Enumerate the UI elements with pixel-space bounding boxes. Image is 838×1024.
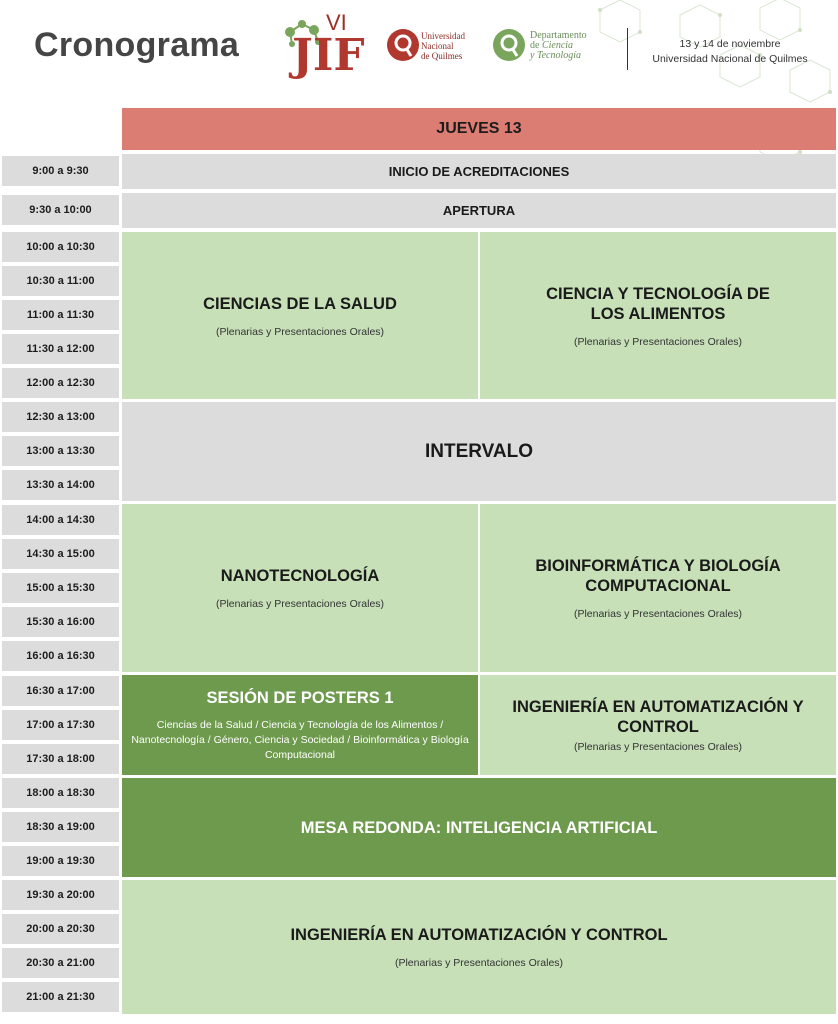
time-slot: 12:30 a 13:00 xyxy=(2,402,119,432)
session-mesa-redonda: MESA REDONDA: INTELIGENCIA ARTIFICIAL xyxy=(122,778,836,877)
time-slot: 12:00 a 12:30 xyxy=(2,368,119,398)
session-ciencias-salud: CIENCIAS DE LA SALUD (Plenarias y Presentaciones Orales) xyxy=(122,232,478,399)
time-slot: 11:30 a 12:00 xyxy=(2,334,119,364)
time-slot: 15:30 a 16:00 xyxy=(2,607,119,637)
time-slot: 13:00 a 13:30 xyxy=(2,436,119,466)
session-intervalo: INTERVALO xyxy=(122,402,836,501)
university-logo-icon xyxy=(386,28,420,62)
time-slot: 18:30 a 19:00 xyxy=(2,812,119,842)
session-bioinformatica: BIOINFORMÁTICA Y BIOLOGÍA COMPUTACIONAL (Plenarias y Presentaciones Orales) xyxy=(480,504,836,672)
time-slot: 9:30 a 10:00 xyxy=(2,195,119,225)
event-acronym: JIF xyxy=(292,30,365,81)
session-automatizacion-2: INGENIERÍA EN AUTOMATIZACIÓN Y CONTROL (Plenarias y Presentaciones Orales) xyxy=(122,880,836,1014)
time-slot: 16:00 a 16:30 xyxy=(2,641,119,671)
department-name: Departamento de Ciencia y Tecnología xyxy=(530,30,587,61)
session-apertura: APERTURA xyxy=(122,193,836,228)
university-name: Universidad Nacional de Quilmes xyxy=(421,31,465,61)
time-slot: 11:00 a 11:30 xyxy=(2,300,119,330)
time-slot: 17:00 a 17:30 xyxy=(2,710,119,740)
session-alimentos: CIENCIA Y TECNOLOGÍA DE LOS ALIMENTOS (Plenarias y Presentaciones Orales) xyxy=(480,232,836,399)
time-slot: 13:30 a 14:00 xyxy=(2,470,119,500)
day-header: JUEVES 13 xyxy=(122,108,836,150)
time-slot: 16:30 a 17:00 xyxy=(2,676,119,706)
time-slot: 20:30 a 21:00 xyxy=(2,948,119,978)
time-slot: 20:00 a 20:30 xyxy=(2,914,119,944)
time-slot: 14:00 a 14:30 xyxy=(2,505,119,535)
time-slot: 10:00 a 10:30 xyxy=(2,232,119,262)
page-title: Cronograma xyxy=(34,26,240,64)
time-slot: 14:30 a 15:00 xyxy=(2,539,119,569)
session-acreditaciones: INICIO DE ACREDITACIONES xyxy=(122,154,836,189)
session-nanotecnologia: NANOTECNOLOGÍA (Plenarias y Presentaciones Orales) xyxy=(122,504,478,672)
session-automatizacion-1: INGENIERÍA EN AUTOMATIZACIÓN Y CONTROL (Plenarias y Presentaciones Orales) xyxy=(480,675,836,775)
event-date-info: 13 y 14 de noviembre Universidad Nacional de Quilmes xyxy=(652,38,808,65)
department-logo-icon xyxy=(492,28,526,62)
time-slot: 21:00 a 21:30 xyxy=(2,982,119,1012)
time-slot: 15:00 a 15:30 xyxy=(2,573,119,603)
time-slot: 19:30 a 20:00 xyxy=(2,880,119,910)
time-slot: 10:30 a 11:00 xyxy=(2,266,119,296)
time-slot: 9:00 a 9:30 xyxy=(2,156,119,186)
event-edition: VI xyxy=(326,10,347,35)
session-posters: SESIÓN DE POSTERS 1 Ciencias de la Salud / Ciencia y Tecnología de los Alimentos / Nanotecnología / Género, Ciencia y Sociedad / Bioinformática y Biología Computacional xyxy=(122,675,478,775)
time-slot: 18:00 a 18:30 xyxy=(2,778,119,808)
time-slot: 17:30 a 18:00 xyxy=(2,744,119,774)
time-slot: 19:00 a 19:30 xyxy=(2,846,119,876)
header-divider xyxy=(627,28,628,70)
